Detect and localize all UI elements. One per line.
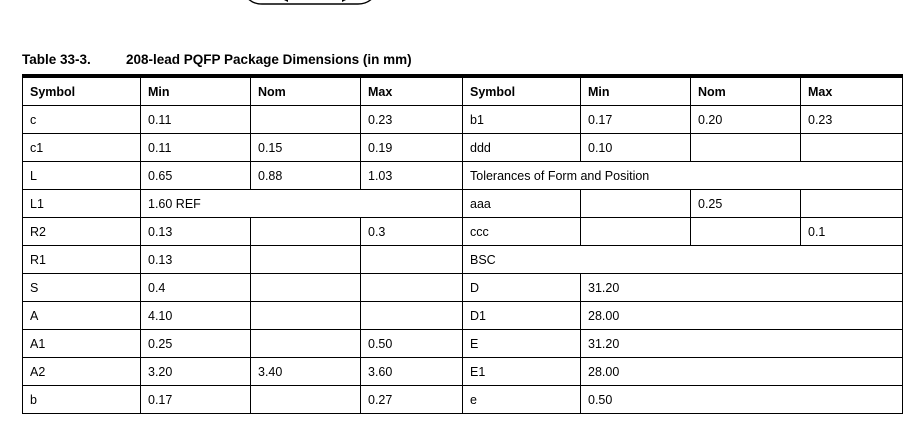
table-row <box>23 386 903 414</box>
cell-min: 4.10 <box>141 302 251 330</box>
cell-symbol: E1 <box>463 358 581 386</box>
cell-nom: 0.88 <box>251 162 361 190</box>
cell-value-span: 1.60 REF <box>141 190 463 218</box>
cell-nom <box>251 246 361 274</box>
cell-min: 0.4 <box>141 274 251 302</box>
header-max-right: Max <box>801 76 903 106</box>
cell-symbol: b1 <box>463 106 581 134</box>
cell-symbol: c1 <box>23 134 141 162</box>
cell-max <box>361 302 463 330</box>
cell-max: 0.23 <box>801 106 903 134</box>
table-row <box>23 190 903 218</box>
cell-symbol: L1 <box>23 190 141 218</box>
cell-min: 0.17 <box>141 386 251 414</box>
cell-max <box>361 246 463 274</box>
header-min-right: Min <box>581 76 691 106</box>
caption-label: Table 33-3. <box>22 52 91 67</box>
cell-value-span: 0.50 <box>581 386 903 414</box>
cell-min: 0.13 <box>141 246 251 274</box>
cell-nom <box>251 218 361 246</box>
cell-symbol: A2 <box>23 358 141 386</box>
cell-symbol: R2 <box>23 218 141 246</box>
cell-value-span: 28.00 <box>581 302 903 330</box>
table-row <box>23 358 903 386</box>
cell-nom <box>251 386 361 414</box>
cell-min: 0.11 <box>141 134 251 162</box>
header-min-left: Min <box>141 76 251 106</box>
cell-symbol: e <box>463 386 581 414</box>
package-dimensions-table <box>22 74 903 414</box>
cell-min: 0.17 <box>581 106 691 134</box>
cell-symbol: L <box>23 162 141 190</box>
cell-symbol: aaa <box>463 190 581 218</box>
cell-min: 0.25 <box>141 330 251 358</box>
table-row <box>23 274 903 302</box>
cell-max <box>801 134 903 162</box>
cell-min: 0.10 <box>581 134 691 162</box>
cell-max: 3.60 <box>361 358 463 386</box>
cell-min <box>581 218 691 246</box>
cell-min <box>581 190 691 218</box>
cell-nom: 3.40 <box>251 358 361 386</box>
cell-nom <box>251 274 361 302</box>
cell-max: 1.03 <box>361 162 463 190</box>
cell-symbol: R1 <box>23 246 141 274</box>
header-nom-right: Nom <box>691 76 801 106</box>
cell-section-label: BSC <box>463 246 903 274</box>
table-caption <box>22 52 412 67</box>
table-row <box>23 162 903 190</box>
cell-symbol: S <box>23 274 141 302</box>
cell-nom: 0.25 <box>691 190 801 218</box>
cell-symbol: A <box>23 302 141 330</box>
cell-value-span: 31.20 <box>581 274 903 302</box>
cell-max: 0.19 <box>361 134 463 162</box>
figure-fragment <box>240 0 380 12</box>
header-symbol-left: Symbol <box>23 76 141 106</box>
cell-symbol: ddd <box>463 134 581 162</box>
header-nom-left: Nom <box>251 76 361 106</box>
dimensions-table-wrapper <box>22 74 902 414</box>
table-body <box>23 106 903 414</box>
table-header-row <box>23 76 903 106</box>
cell-nom <box>251 302 361 330</box>
cell-nom <box>691 218 801 246</box>
table-row <box>23 106 903 134</box>
cell-nom <box>691 134 801 162</box>
header-max-left: Max <box>361 76 463 106</box>
header-symbol-right: Symbol <box>463 76 581 106</box>
cell-max: 0.1 <box>801 218 903 246</box>
cell-symbol: c <box>23 106 141 134</box>
cell-max: 0.3 <box>361 218 463 246</box>
cell-max: 0.50 <box>361 330 463 358</box>
cell-symbol: A1 <box>23 330 141 358</box>
table-row <box>23 134 903 162</box>
cell-symbol: D1 <box>463 302 581 330</box>
cell-nom <box>251 330 361 358</box>
cell-symbol: E <box>463 330 581 358</box>
cell-min: 3.20 <box>141 358 251 386</box>
cell-symbol: ccc <box>463 218 581 246</box>
cell-max: 0.27 <box>361 386 463 414</box>
cell-min: 0.11 <box>141 106 251 134</box>
caption-text: 208-lead PQFP Package Dimensions (in mm) <box>126 52 412 67</box>
cell-symbol: D <box>463 274 581 302</box>
table-row <box>23 330 903 358</box>
table-row <box>23 302 903 330</box>
cell-nom <box>251 106 361 134</box>
cell-section-label: Tolerances of Form and Position <box>463 162 903 190</box>
cell-max <box>361 274 463 302</box>
cell-value-span: 28.00 <box>581 358 903 386</box>
cell-nom: 0.20 <box>691 106 801 134</box>
cell-nom: 0.15 <box>251 134 361 162</box>
table-row <box>23 218 903 246</box>
cell-min: 0.65 <box>141 162 251 190</box>
cell-max: 0.23 <box>361 106 463 134</box>
cell-symbol: b <box>23 386 141 414</box>
cell-min: 0.13 <box>141 218 251 246</box>
cell-max <box>801 190 903 218</box>
cell-value-span: 31.20 <box>581 330 903 358</box>
table-row <box>23 246 903 274</box>
